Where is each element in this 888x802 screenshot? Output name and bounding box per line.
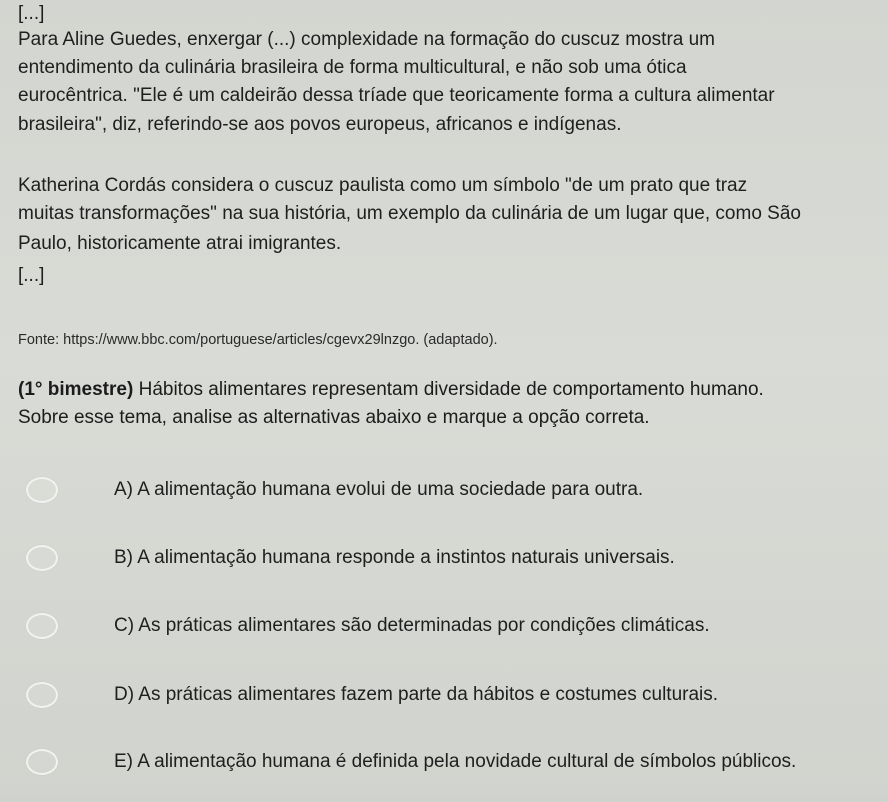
option-b-radio[interactable] [26, 545, 58, 571]
paragraph2-line3: Paulo, historicamente atrai imigrantes. [18, 233, 342, 254]
option-a-radio[interactable] [26, 477, 58, 503]
paragraph1-line1: Para Aline Guedes, enxergar (...) complexidade na formação do cuscuz mostra um [18, 29, 716, 50]
paragraph1-line4: brasileira", diz, referindo-se aos povos europeus, africanos e indígenas. [18, 114, 622, 135]
option-d-label: D) As práticas alimentares fazem parte da hábitos e costumes culturais. [114, 684, 719, 705]
question-line1 [18, 378, 764, 402]
question-tag: (1° bimestre) [18, 379, 134, 400]
paragraph2-line1: Katherina Cordás considera o cuscuz paulista como um símbolo "de um prato que traz [18, 175, 748, 196]
question-text: Hábitos alimentares representam diversidade de comportamento humano. [133, 379, 764, 400]
option-e[interactable] [26, 742, 866, 782]
option-a-label: A) A alimentação humana evolui de uma sociedade para outra. [114, 479, 644, 500]
source-citation: Fonte: https://www.bbc.com/portuguese/articles/cgevx29lnzgo. (adaptado). [18, 332, 498, 348]
question-line2: Sobre esse tema, analise as alternativas abaixo e marque a opção correta. [18, 407, 650, 428]
option-d-radio[interactable] [26, 682, 58, 708]
option-e-label: E) A alimentação humana é definida pela novidade cultural de símbolos públicos. [114, 751, 797, 772]
ellipsis-bottom: [...] [18, 265, 45, 286]
paragraph1-line2: entendimento da culinária brasileira de forma multicultural, e não sob uma ótica [18, 57, 687, 78]
paragraph1-line3: eurocêntrica. "Ele é um caldeirão dessa tríade que teoricamente forma a cultura alimentar [18, 85, 775, 106]
option-e-radio[interactable] [26, 749, 58, 775]
option-b[interactable] [26, 538, 866, 578]
ellipsis-top: [...] [18, 3, 45, 24]
option-c-radio[interactable] [26, 613, 58, 639]
paragraph2-line2: muitas transformações" na sua história, um exemplo da culinária de um lugar que, como São [18, 203, 801, 224]
option-d[interactable] [26, 675, 866, 715]
option-c[interactable] [26, 606, 866, 646]
option-a[interactable] [26, 470, 866, 510]
option-b-label: B) A alimentação humana responde a instintos naturais universais. [114, 547, 675, 568]
option-c-label: C) As práticas alimentares são determinadas por condições climáticas. [114, 615, 710, 636]
